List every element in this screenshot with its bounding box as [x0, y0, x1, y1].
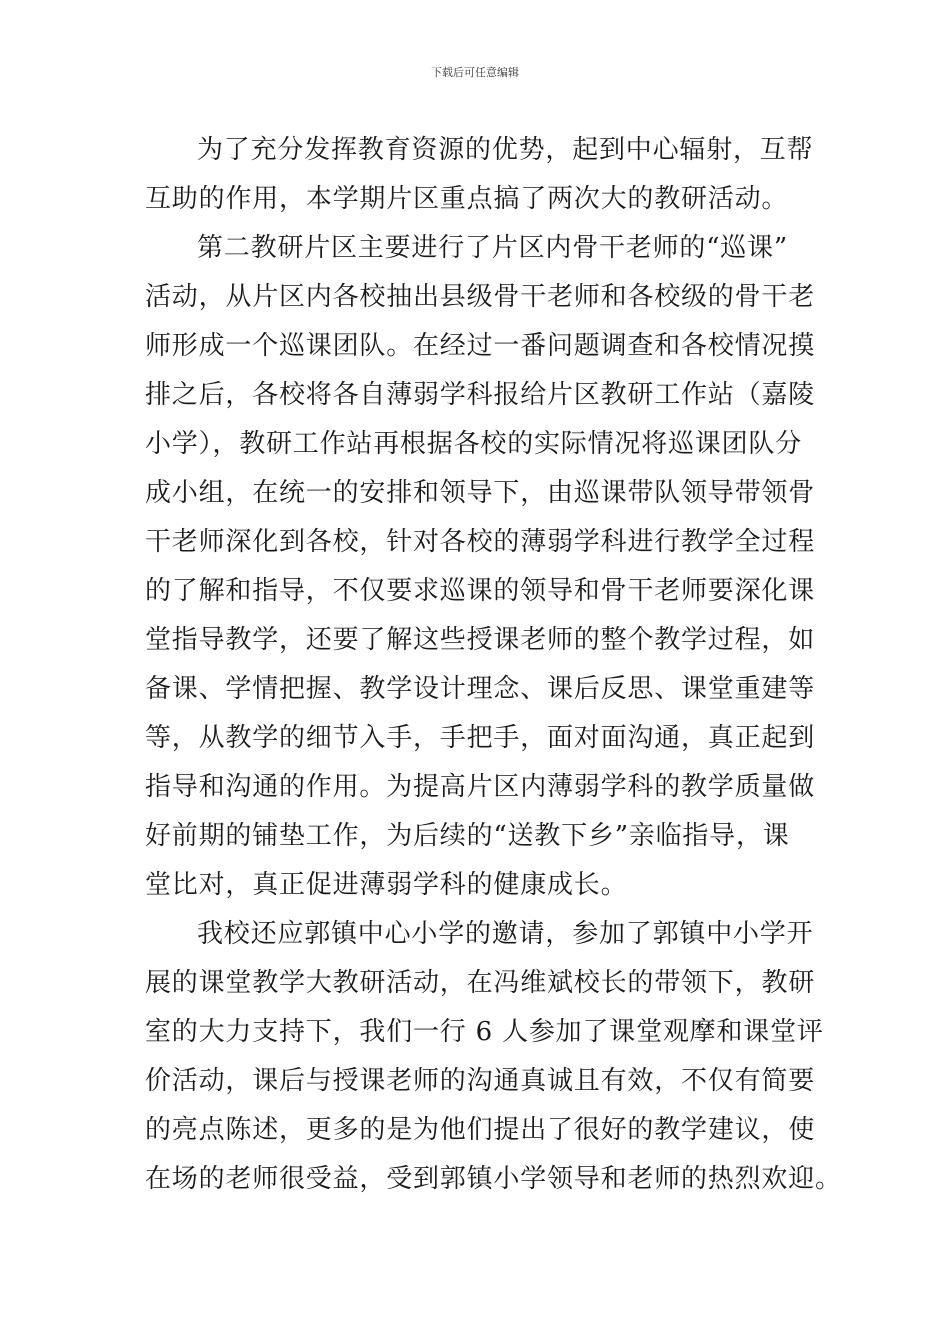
paragraph-2-line-7: 干老师深化到各校，针对各校的薄弱学科进行教学全过程 — [145, 527, 816, 557]
document-body — [145, 126, 842, 1204]
paragraph-3-line-6: 在场的老师很受益，受到郭镇小学领导和老师的热烈欢迎。 — [145, 1164, 842, 1194]
paragraph-3-line-2: 展的课堂教学大教研活动，在冯维斌校长的带领下，教研 — [145, 968, 816, 998]
paragraph-2-line-2: 活动，从片区内各校抽出县级骨干老师和各校级的骨干老 — [145, 282, 816, 312]
paragraph-3-line-3: 室的大力支持下，我们一行 6 人参加了课堂观摩和课堂评 — [145, 1017, 824, 1047]
paragraph-1-line-2: 互助的作用，本学期片区重点搞了两次大的教研活动。 — [145, 184, 789, 214]
paragraph-1-line-1: 为了充分发挥教育资源的优势，起到中心辐射，互帮 — [197, 135, 814, 165]
paragraph-2-line-5: 小学），教研工作站再根据各校的实际情况将巡课团队分 — [145, 429, 803, 459]
paragraph-2-line-14: 堂比对，真正促进薄弱学科的健康成长。 — [145, 870, 628, 900]
paragraph-2-line-11: 等，从教学的细节入手，手把手，面对面沟通，真正起到 — [145, 723, 816, 753]
paragraph-2-line-1: 第二教研片区主要进行了片区内骨干老师的“巡课” — [197, 233, 788, 263]
paragraph-3-line-5: 的亮点陈述，更多的是为他们提出了很好的教学建议，使 — [145, 1115, 816, 1145]
paragraph-2-line-10: 备课、学情把握、教学设计理念、课后反思、课堂重建等 — [145, 674, 816, 704]
paragraph-2-line-12: 指导和沟通的作用。为提高片区内薄弱学科的教学质量做 — [145, 772, 816, 802]
paragraph-2-line-8: 的了解和指导，不仅要求巡课的领导和骨干老师要深化课 — [145, 576, 816, 606]
paragraph-3-line-4: 价活动，课后与授课老师的沟通真诚且有效，不仅有简要 — [145, 1066, 816, 1096]
download-note-header: 下载后可任意编辑 — [431, 66, 519, 79]
paragraph-2-line-13: 好前期的铺垫工作，为后续的“送教下乡”亲临指导，课 — [145, 821, 790, 851]
paragraph-2-line-3: 师形成一个巡课团队。在经过一番问题调查和各校情况摸 — [145, 331, 816, 361]
paragraph-2-line-9: 堂指导教学，还要了解这些授课老师的整个教学过程，如 — [145, 625, 816, 655]
paragraph-2-line-4: 排之后，各校将各自薄弱学科报给片区教研工作站（嘉陵 — [145, 380, 816, 410]
paragraph-2-line-6: 成小组，在统一的安排和领导下，由巡课带队领导带领骨 — [145, 478, 816, 508]
paragraph-3-line-1: 我校还应郭镇中心小学的邀请，参加了郭镇中小学开 — [197, 919, 814, 949]
